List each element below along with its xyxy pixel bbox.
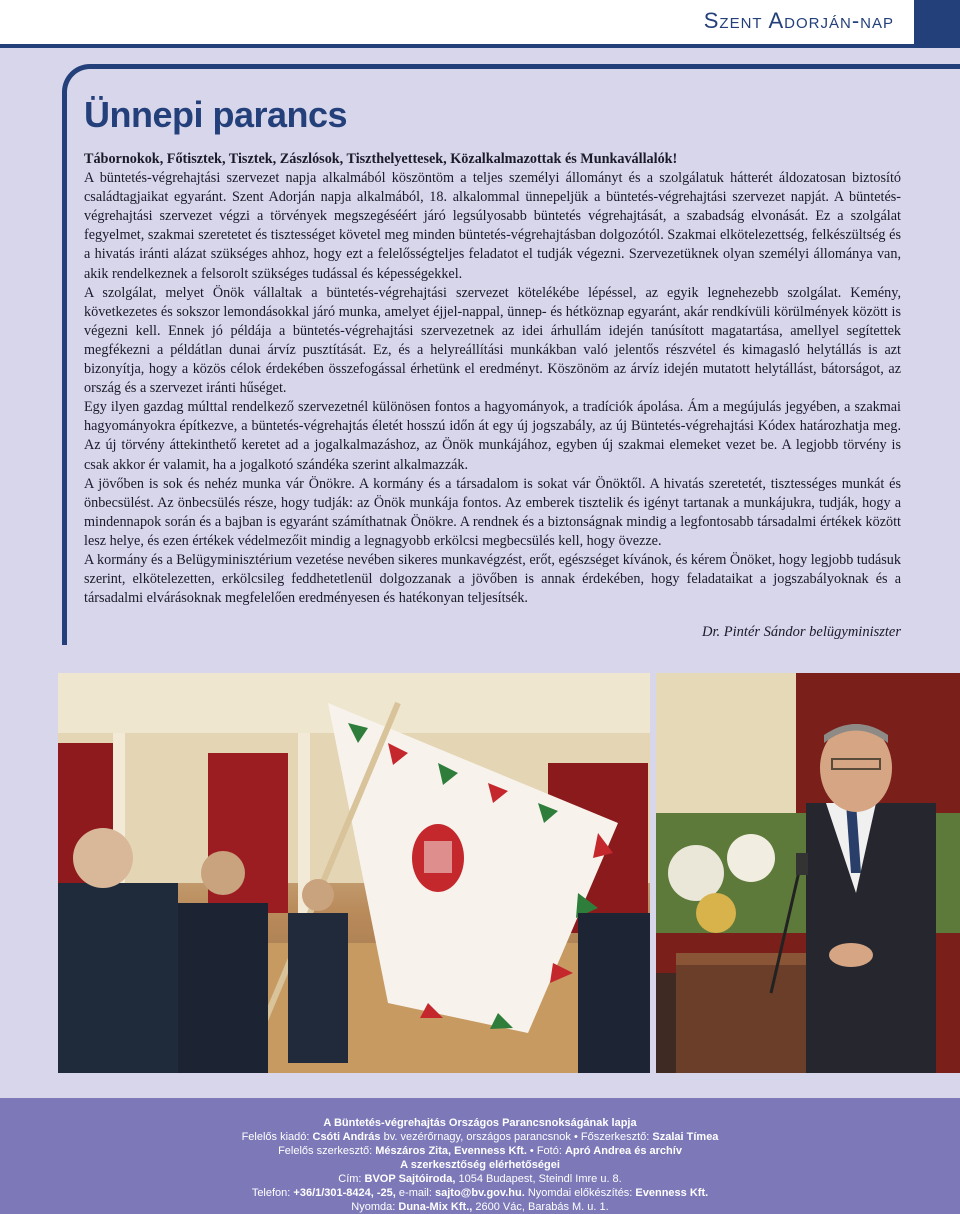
- speaker-photo: [656, 673, 960, 1073]
- salutation: Tábornokok, Főtisztek, Tisztek, Zászlósok, Tiszthelyettesek, Közalkalmazottak és Munkavállalók!: [84, 151, 678, 167]
- paragraph: A jövőben is sok és nehéz munka vár Önökre. A kormány és a társadalom is sokat vár Önöktől. A hivatás szeretetét, tisztességes munkát és önbecsülést. Az önbecsülés része, hogy tudják: az Önök munkája fontos. Az emberek tisztelik és igényt tartanak a munkájukra, tudják, hogy a mindennapok során és a bajban is egyaránt számíthatnak Önökre. A rendnek és a biztonságnak mindig a legfontosabb társadalmi értékek között lesz helye, és ezen értékek védelmezőit mindig a legnagyobb erkölcsi megbecsülés kell, hogy övezze.: [84, 475, 901, 549]
- colophon-printer-line: Nyomda: Duna-Mix Kft., 2600 Vác, Barabás M. u. 1.: [351, 1201, 609, 1213]
- section-title: Szent Adorján-nap: [703, 8, 894, 33]
- top-rule: [0, 44, 914, 48]
- colophon-contact-heading: A szerkesztőség elérhetőségei: [400, 1159, 560, 1171]
- colophon-publisher-line: Felelős kiadó: Csóti András bv. vezérőrnagy, országos parancsnok • Főszerkesztő: Szalai Tímea: [241, 1131, 719, 1143]
- signature: Dr. Pintér Sándor belügyminiszter: [702, 624, 901, 640]
- article-body: [84, 150, 901, 608]
- colophon-title: A Büntetés-végrehajtás Országos Parancsnokságának lapja: [323, 1117, 637, 1129]
- flag-ceremony-illustration: [58, 673, 650, 1073]
- paragraph: A szolgálat, melyet Önök vállaltak a büntetés-végrehajtási szervezet kötelékébe lépéssel, az egyik legnehezebb szolgálat. Kemény, következetes és sokszor lemondásokkal járó munka, amelyet éjjel-nappal, ünnep- és hétköznap egyaránt, akár rendkívüli körülmények között is végezni kell. Ennek jó példája a büntetés-végrehajtási szervezetnek az idei árhullám idején tanúsított magatartása, amellyel segítettek megfékezni a példátlan dunai árvíz pusztítását. Ez, és a helyreállítási munkákban való jelentős részvétel és kimagasló helytállás is azt bizonyítja, hogy a közös célok érdekében összefogással érhetünk el eredményt. Köszönöm az árvíz idején mutatott helytállást, bátorságot, az ország és a szervezet iránti hűséget.: [84, 284, 901, 397]
- colophon-phone-line: Telefon: +36/1/301-8424, -25, e-mail: sajto@bv.gov.hu. Nyomdai előkészítés: Evenness Kft.: [251, 1187, 709, 1199]
- colophon-editor-line: Felelős szerkesztő: Mészáros Zita, Evenness Kft. • Fotó: Apró Andrea és archív: [278, 1145, 682, 1157]
- paragraph: Egy ilyen gazdag múlttal rendelkező szervezetnél különösen fontos a hagyományok, a tradíciók ápolása. Ám a megújulás jegyében, a szakmai hagyományokra építkezve, a büntetés-végrehajtás életét hosszú időn át egy új jogszabály, az új Büntetés-végrehajtási Kódex határozhatja meg. Az új törvény áttekinthető keretet ad a jogalkalmazáshoz, az Önök munkájához, egyben új szakmai elemeket vezet be. A legjobb törvény is csak akkor ér valamit, ha a jogalkotó szándéka szerint alkalmazzák.: [84, 399, 901, 473]
- colophon-address-line: Cím: BVOP Sajtóiroda, 1054 Budapest, Steindl Imre u. 8.: [338, 1173, 622, 1185]
- flag-ceremony-photo: [58, 673, 650, 1073]
- speaker-illustration: [656, 673, 960, 1073]
- corner-square: [914, 0, 960, 48]
- article-title: Ünnepi parancs: [84, 94, 348, 135]
- paragraph: A kormány és a Belügyminisztérium vezetése nevében sikeres munkavégzést, erőt, egészséget kívánok, és kérem Önöket, hogy legjobb tudásuk szerint, elkötelezetten, erkölcsileg feddhetetlenül dolgozzanak a jövőben is annak érdekében, hogy feladataikat a jogszabályoknak és a társadalmi elvárásoknak megfelelően eredményesen és hatékonyan teljesítsék.: [84, 551, 901, 607]
- colophon: [0, 1098, 960, 1214]
- paragraph: A büntetés-végrehajtási szervezet napja alkalmából köszöntöm a teljes személyi állományt és a szolgálatuk hátterét áldozatosan biztosító családtagjaikat egyaránt. Szent Adorján napja alkalmából, 18. alkalommal ünnepeljük a büntetés-végrehajtási szervezet napját. A büntetés-végrehajtási szervezet végzi a törvények megszegéséért járó legsúlyosabb büntetés végrehajtását, a szabadság elvonását. Ez a szolgálat fegyelmet, szakmai szeretetet és tisztességet követel meg minden büntetés-végrehajtásban dolgozótól. Szakmai elkötelezettség, felkészültség és a hivatás iránti alázat szükséges ahhoz, hogy ezt a felelősségteljes feladatot el tudják végezni. Szervezetüknek olyan személyi állománya van, akik rendelkeznek a felsorolt szükséges tudással és képességekkel.: [84, 170, 901, 282]
